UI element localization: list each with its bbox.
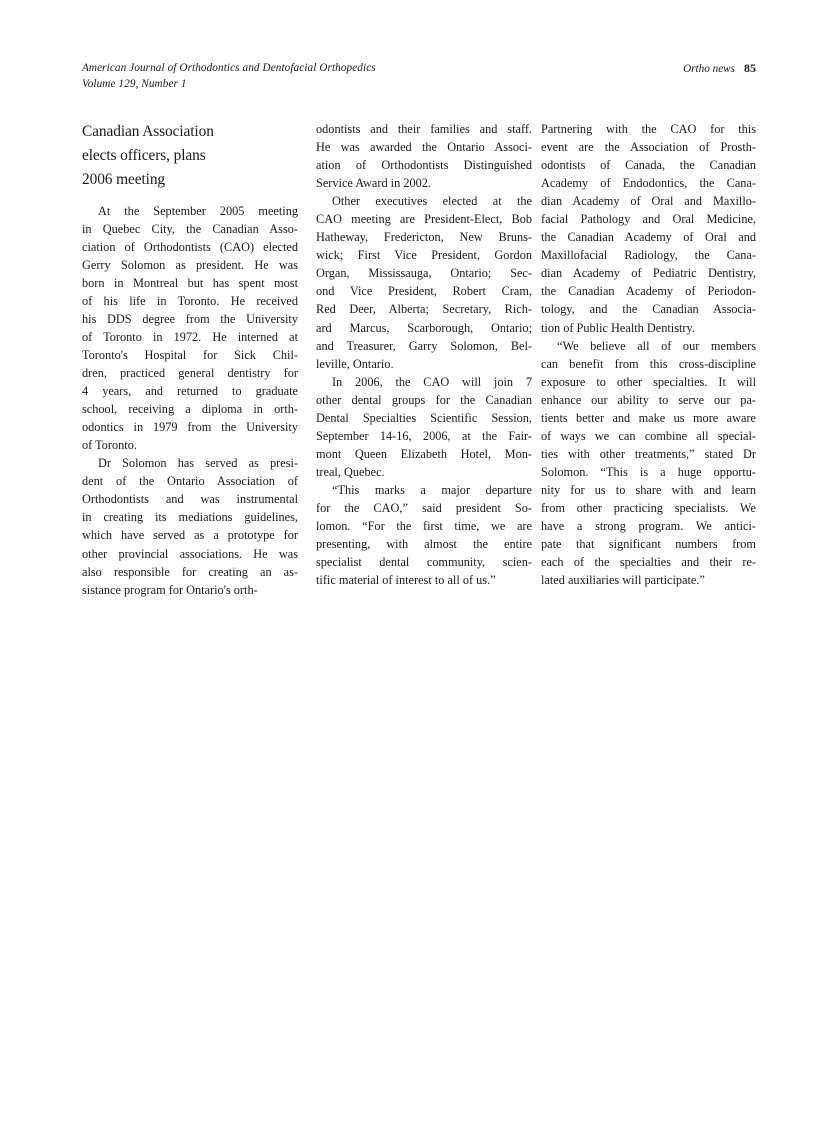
text-column-2 <box>316 120 532 589</box>
journal-volume-issue: Volume 129, Number 1 <box>82 78 187 90</box>
text-line: other dental groups for the Canadian <box>316 392 532 407</box>
paragraph <box>316 192 532 372</box>
text-line: tific material of interest to all of us.” <box>316 573 496 588</box>
text-line: and Treasurer, Garry Solomon, Bel- <box>316 338 532 353</box>
text-line: lomon. “For the first time, we are <box>316 519 532 534</box>
text-line: treal, Quebec. <box>316 464 385 479</box>
text-line: odontists of Canada, the Canadian <box>541 158 756 173</box>
text-line: have a strong program. We antici- <box>541 519 756 534</box>
text-line: from other practicing specialists. We <box>541 500 756 515</box>
running-header <box>82 60 756 94</box>
text-line: event are the Association of Prosth- <box>541 140 756 155</box>
text-line: in Quebec City, the Canadian Asso- <box>82 221 298 236</box>
text-line: odontics in 1979 from the University <box>82 420 298 435</box>
journal-title-line1: American Journal of Orthodontics and Dentofacial Orthopedics <box>82 62 376 74</box>
text-line: ard Marcus, Scarborough, Ontario; <box>316 320 532 335</box>
text-line: specialist dental community, scien- <box>316 555 532 570</box>
text-line: odontists and their families and staff. <box>316 122 532 136</box>
text-column-3 <box>541 120 756 589</box>
text-line: Orthodontists and was instrumental <box>82 492 298 507</box>
text-line: wick; First Vice President, Gordon <box>316 248 532 263</box>
text-line: Dr Solomon has served as presi- <box>98 456 298 471</box>
text-line: exposure to other specialties. It will <box>541 374 756 389</box>
section-label: Ortho news <box>683 63 735 75</box>
column-2-body <box>316 120 532 589</box>
text-line: of ways we can combine all special- <box>541 428 756 443</box>
paragraph <box>316 120 532 192</box>
text-line: facial Pathology and Oral Medicine, <box>541 212 756 227</box>
text-line: for the CAO,” said president So- <box>316 500 532 515</box>
text-line: of his life in Toronto. He received <box>82 293 298 308</box>
text-column-1 <box>82 120 298 599</box>
text-line: “We believe all of our members <box>557 338 756 353</box>
text-line: dian Academy of Oral and Maxillo- <box>541 194 756 209</box>
text-line: September 14-16, 2006, at the Fair- <box>316 428 532 443</box>
paragraph <box>541 120 756 337</box>
text-line: ciation of Orthodontists (CAO) elected <box>82 239 298 254</box>
headline-line: elects officers, plans <box>82 147 206 165</box>
text-line: Partnering with the CAO for this <box>541 122 756 136</box>
text-line: school, receiving a diploma in orth- <box>82 402 298 417</box>
text-line: of Toronto. <box>82 438 137 453</box>
text-line: mont Queen Elizabeth Hotel, Mon- <box>316 446 532 461</box>
text-line: leville, Ontario. <box>316 356 394 371</box>
text-line: Other executives elected at the <box>332 194 532 209</box>
text-line: He was awarded the Ontario Associ- <box>316 140 532 155</box>
paragraph <box>82 202 298 455</box>
text-line: of Toronto in 1972. He interned at <box>82 329 298 344</box>
text-line: sistance program for Ontario's orth- <box>82 582 258 597</box>
text-line: Organ, Mississauga, Ontario; Sec- <box>316 266 532 281</box>
text-line: Gerry Solomon as president. He was <box>82 257 298 272</box>
text-line: can benefit from this cross-discipline <box>541 356 756 371</box>
paragraph <box>316 481 532 589</box>
text-line: Academy of Endodontics, the Cana- <box>541 176 756 191</box>
text-line: born in Montreal but has spent most <box>82 275 298 290</box>
header-section-and-page <box>683 60 756 77</box>
text-line: ation of Orthodontists Distinguished <box>316 158 532 173</box>
text-line: ties with other treatments,” stated Dr <box>541 446 756 461</box>
text-line: his DDS degree from the University <box>82 311 298 326</box>
text-line: In 2006, the CAO will join 7 <box>332 374 532 389</box>
text-line: also responsible for creating an as- <box>82 564 298 579</box>
text-line: tology, and the Canadian Associa- <box>541 302 756 317</box>
text-line: dian Academy of Pediatric Dentistry, <box>541 266 756 281</box>
text-line: lated auxiliaries will participate.” <box>541 573 705 588</box>
text-line: Red Deer, Alberta; Secretary, Rich- <box>316 302 532 317</box>
text-line: enhance our ability to serve our pa- <box>541 392 756 407</box>
text-line: 4 years, and returned to graduate <box>82 384 298 399</box>
text-line: Service Award in 2002. <box>316 176 431 191</box>
column-3-body <box>541 120 756 589</box>
text-line: tion of Public Health Dentistry. <box>541 320 695 335</box>
text-line: presenting, with almost the entire <box>316 537 532 552</box>
text-line: Maxillofacial Radiology, the Cana- <box>541 248 756 263</box>
article-headline <box>82 120 298 193</box>
text-line: Toronto's Hospital for Sick Chil- <box>82 347 298 362</box>
paragraph <box>82 454 298 598</box>
column-1-body <box>82 202 298 599</box>
text-line: Dental Specialties Scientific Session, <box>316 410 532 425</box>
headline-line: 2006 meeting <box>82 171 166 189</box>
page-number: 85 <box>744 61 756 75</box>
paragraph <box>541 337 756 590</box>
paragraph <box>316 373 532 481</box>
text-line: each of the specialties and their re- <box>541 555 756 570</box>
text-line: tients better and make us more aware <box>541 410 756 425</box>
text-line: other provincial associations. He was <box>82 546 298 561</box>
text-line: Solomon. “This is a huge opportu- <box>541 464 756 479</box>
text-line: in creating its mediations guidelines, <box>82 510 298 525</box>
text-line: the Canadian Academy of Oral and <box>541 230 756 245</box>
text-line: “This marks a major departure <box>332 482 532 497</box>
text-line: ond Vice President, Robert Cram, <box>316 284 532 299</box>
text-line: pate that significant numbers from <box>541 537 756 552</box>
text-line: dren, practiced general dentistry for <box>82 366 298 381</box>
text-line: Hatheway, Fredericton, New Bruns- <box>316 230 532 245</box>
text-line: At the September 2005 meeting <box>98 203 298 218</box>
text-line: dent of the Ontario Association of <box>82 474 298 489</box>
journal-title <box>82 60 376 92</box>
text-line: the Canadian Academy of Periodon- <box>541 284 756 299</box>
text-line: nity for us to share with and learn <box>541 482 756 497</box>
headline-line: Canadian Association <box>82 123 214 140</box>
text-line: which have served as a prototype for <box>82 528 298 543</box>
text-line: CAO meeting are President-Elect, Bob <box>316 212 532 227</box>
